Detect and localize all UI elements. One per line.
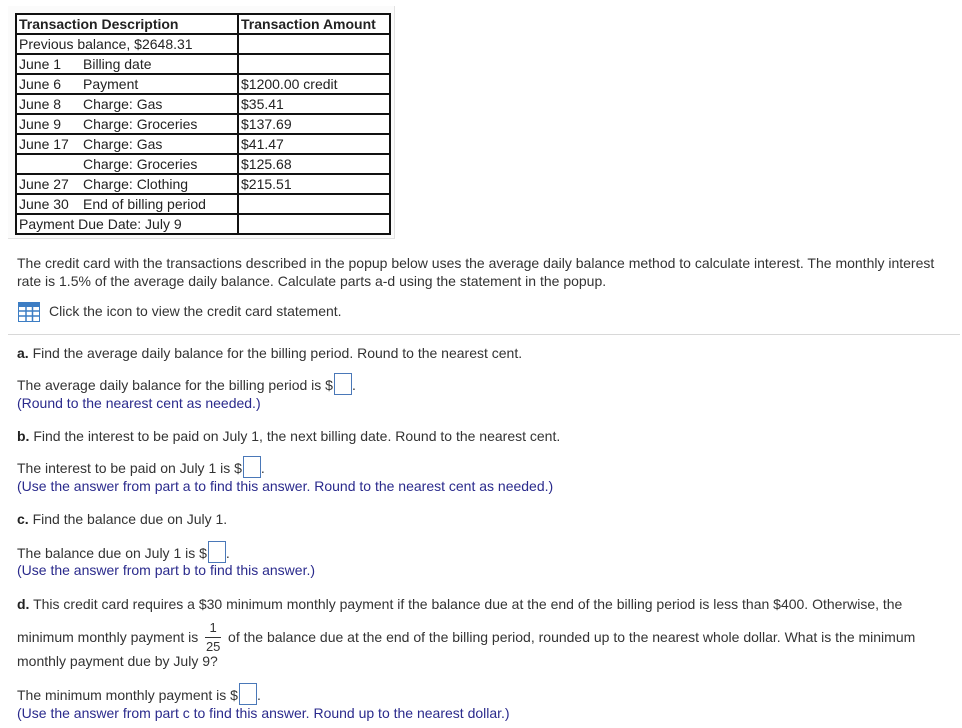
table-row: [16, 114, 390, 134]
part-d-answer-input[interactable]: [239, 683, 257, 705]
part-d-question-text2-post: of the balance due at the end of the billing period, rounded up to the nearest whole dollar. What is the minimum: [224, 629, 916, 645]
part-d-question-line1: [17, 596, 902, 612]
table-row: [16, 34, 390, 54]
row-amount: $137.69: [238, 114, 390, 134]
table-row: [16, 154, 390, 174]
table-header-row: [16, 14, 390, 34]
row-amount: $215.51: [238, 174, 390, 194]
header-description: Transaction Description: [16, 14, 238, 34]
row-date: June 9: [19, 116, 62, 132]
row-description: Billing date: [83, 56, 152, 72]
row-amount: [238, 194, 390, 214]
statement-panel: [8, 6, 395, 239]
part-a-answer-prefix: The average daily balance for the billing period is $: [17, 377, 333, 393]
header-amount: Transaction Amount: [238, 14, 390, 34]
part-b-answer-prefix: The interest to be paid on July 1 is $: [17, 460, 242, 476]
part-c-answer-input[interactable]: [208, 541, 226, 563]
row-description: Charge: Gas: [83, 136, 163, 152]
row-amount: [238, 54, 390, 74]
row-description: Payment Due Date: July 9: [19, 216, 182, 232]
row-amount: [238, 34, 390, 54]
row-description-cell: [16, 214, 238, 234]
row-date: June 8: [19, 96, 62, 112]
row-amount: $1200.00 credit: [238, 74, 390, 94]
part-b-answer-input[interactable]: [243, 456, 261, 478]
fraction: [202, 620, 224, 654]
divider: [8, 334, 960, 335]
row-description-cell: [16, 34, 238, 54]
fraction-numerator: 1: [209, 620, 217, 635]
table-row: [16, 214, 390, 234]
row-date: June 1: [19, 56, 62, 72]
part-d-hint: (Use the answer from part c to find this answer. Round up to the nearest dollar.): [17, 705, 510, 721]
row-description: Payment: [83, 76, 139, 92]
part-a-label: a.: [17, 345, 29, 361]
row-description: Charge: Gas: [83, 96, 163, 112]
part-d-question-text1: This credit card requires a $30 minimum monthly payment if the balance due at the end of the billing period is less than $400. Otherwise, the: [29, 596, 903, 612]
part-d-question-line2: [17, 620, 916, 654]
part-b-question: [17, 428, 560, 444]
row-amount: $41.47: [238, 134, 390, 154]
statement-table: [15, 13, 391, 235]
row-date: June 6: [19, 76, 62, 92]
row-description-cell: [16, 194, 238, 214]
part-c-question-text: Find the balance due on July 1.: [28, 511, 228, 527]
row-amount: $125.68: [238, 154, 390, 174]
part-b-answer-line: The interest to be paid on July 1 is $ .: [17, 456, 265, 478]
table-row: [16, 194, 390, 214]
row-description-cell: [16, 74, 238, 94]
table-row: [16, 174, 390, 194]
part-c-hint: (Use the answer from part b to find this answer.): [17, 562, 316, 578]
part-d-answer-line: The minimum monthly payment is $ .: [17, 683, 261, 705]
row-description-cell: [16, 94, 238, 114]
row-description-cell: [16, 54, 238, 74]
table-row: [16, 134, 390, 154]
part-a-answer-line: The average daily balance for the billing period is $ .: [17, 373, 356, 395]
row-description: Previous balance, $2648.31: [19, 36, 193, 52]
row-description: Charge: Groceries: [83, 116, 198, 132]
row-date: June 27: [19, 176, 69, 192]
part-c-answer-line: The balance due on July 1 is $ .: [17, 541, 230, 563]
row-description-cell: [16, 154, 238, 174]
part-a-question-text: Find the average daily balance for the billing period. Round to the nearest cent.: [28, 345, 523, 361]
row-description-cell: [16, 134, 238, 154]
row-date: June 17: [19, 136, 69, 152]
part-d-question-text2-pre: minimum monthly payment is: [17, 629, 203, 645]
table-row: [16, 94, 390, 114]
grid-table-icon[interactable]: [18, 302, 40, 322]
row-description-cell: [16, 174, 238, 194]
part-c-answer-prefix: The balance due on July 1 is $: [17, 545, 207, 561]
table-row: [16, 74, 390, 94]
part-a-hint: (Round to the nearest cent as needed.): [17, 395, 261, 411]
part-c-label: c.: [17, 511, 29, 527]
row-amount: $35.41: [238, 94, 390, 114]
part-d-answer-prefix: The minimum monthly payment is $: [17, 687, 238, 703]
row-description: Charge: Clothing: [83, 176, 189, 192]
part-a-question: [17, 345, 522, 361]
row-description: Charge: Groceries: [83, 156, 198, 172]
part-a-answer-input[interactable]: [334, 373, 352, 395]
part-c-question: [17, 511, 227, 527]
part-d-question-line3: monthly payment due by July 9?: [17, 653, 218, 669]
fraction-denominator: 25: [205, 639, 221, 654]
table-row: [16, 54, 390, 74]
part-b-question-text: Find the interest to be paid on July 1, the next billing date. Round to the nearest cent.: [29, 428, 561, 444]
row-description: End of billing period: [83, 196, 206, 212]
view-statement-link[interactable]: Click the icon to view the credit card statement.: [49, 303, 342, 319]
part-b-hint: (Use the answer from part a to find this answer. Round to the nearest cent as needed.): [17, 478, 554, 494]
intro-text: The credit card with the transactions described in the popup below uses the average daily balance method to calculate interest. The monthly interest rate is 1.5% of the average daily balance. Calculate parts a-d using the statement in the popup.: [17, 255, 935, 289]
row-date: June 30: [19, 196, 69, 212]
part-b-label: b.: [17, 428, 30, 444]
part-d-label: d.: [17, 596, 30, 612]
row-description-cell: [16, 114, 238, 134]
row-amount: [238, 214, 390, 234]
